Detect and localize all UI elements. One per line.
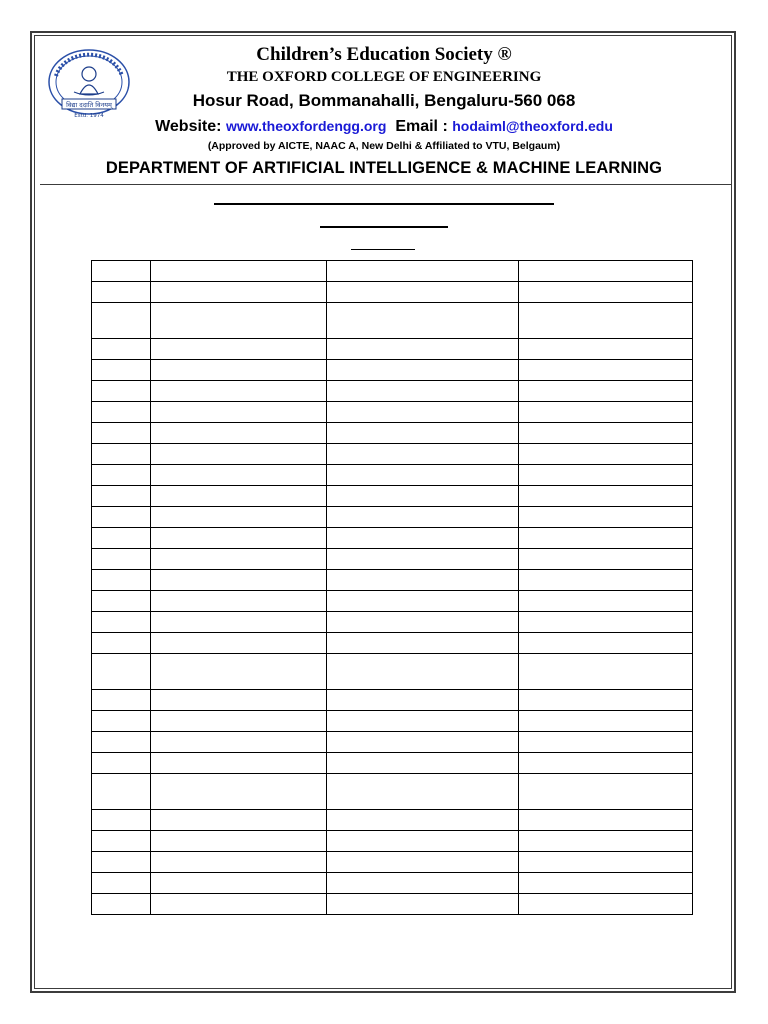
table-cell — [519, 549, 693, 570]
table-cell — [327, 360, 519, 381]
table-row — [92, 753, 693, 774]
table-cell — [151, 612, 327, 633]
table-row — [92, 528, 693, 549]
table-cell — [327, 486, 519, 507]
table-cell — [327, 282, 519, 303]
table-cell — [327, 528, 519, 549]
table-row — [92, 303, 693, 339]
department-title: DEPARTMENT OF ARTIFICIAL INTELLIGENCE & MACHINE LEARNING — [105, 159, 663, 177]
table-row — [92, 654, 693, 690]
table-cell — [327, 339, 519, 360]
table-cell — [151, 831, 327, 852]
table-cell — [327, 381, 519, 402]
table-cell — [92, 774, 151, 810]
table-row — [92, 831, 693, 852]
table-cell — [151, 753, 327, 774]
table-cell — [92, 444, 151, 465]
table-row — [92, 894, 693, 915]
table-cell — [519, 402, 693, 423]
table-cell — [519, 507, 693, 528]
table-row — [92, 282, 693, 303]
table-cell — [92, 528, 151, 549]
table-cell — [519, 528, 693, 549]
table-cell — [151, 303, 327, 339]
table-cell — [151, 549, 327, 570]
table-cell — [519, 852, 693, 873]
table-cell — [92, 612, 151, 633]
table-row — [92, 732, 693, 753]
label-blank-line — [351, 249, 415, 250]
college-address: Hosur Road, Bommanahalli, Bengaluru-560 068 — [192, 91, 576, 110]
approval-note: (Approved by AICTE, NAAC A, New Delhi & Affiliated to VTU, Belgaum) — [207, 140, 561, 152]
table-row — [92, 360, 693, 381]
table-cell — [92, 732, 151, 753]
table-cell — [92, 753, 151, 774]
table-cell — [92, 339, 151, 360]
table-cell — [151, 339, 327, 360]
blank-table — [91, 260, 693, 915]
table-cell — [92, 852, 151, 873]
table-cell — [92, 303, 151, 339]
table-cell — [151, 633, 327, 654]
table-cell — [519, 612, 693, 633]
table-cell — [327, 423, 519, 444]
table-cell — [327, 732, 519, 753]
table-cell — [92, 465, 151, 486]
table-cell — [519, 633, 693, 654]
table-cell — [327, 303, 519, 339]
table-cell — [92, 591, 151, 612]
table-cell — [519, 381, 693, 402]
table-cell — [327, 774, 519, 810]
table-cell — [519, 690, 693, 711]
table-cell — [92, 873, 151, 894]
contact-line — [0, 118, 768, 136]
table-cell — [519, 444, 693, 465]
table-cell — [92, 261, 151, 282]
table-cell — [327, 633, 519, 654]
table-row — [92, 402, 693, 423]
table-cell — [327, 507, 519, 528]
table-row — [92, 423, 693, 444]
table-cell — [151, 507, 327, 528]
table-cell — [519, 831, 693, 852]
table-cell — [151, 774, 327, 810]
table-cell — [151, 810, 327, 831]
table-row — [92, 612, 693, 633]
table-row — [92, 591, 693, 612]
subtitle-blank-line — [320, 226, 448, 228]
table-cell — [151, 894, 327, 915]
table-cell — [327, 753, 519, 774]
table-cell — [519, 873, 693, 894]
table-cell — [92, 486, 151, 507]
website-label: Website: — [155, 118, 222, 135]
table-cell — [151, 570, 327, 591]
table-cell — [92, 360, 151, 381]
table-cell — [327, 591, 519, 612]
table-row — [92, 549, 693, 570]
table-row — [92, 810, 693, 831]
table-cell — [92, 711, 151, 732]
table-cell — [327, 612, 519, 633]
table-cell — [92, 690, 151, 711]
table-cell — [327, 402, 519, 423]
table-cell — [151, 423, 327, 444]
table-cell — [327, 894, 519, 915]
table-cell — [92, 570, 151, 591]
college-name: THE OXFORD COLLEGE OF ENGINEERING — [226, 69, 542, 85]
table-row — [92, 339, 693, 360]
table-row — [92, 444, 693, 465]
table-cell — [519, 894, 693, 915]
table-cell — [327, 465, 519, 486]
table-cell — [92, 654, 151, 690]
table-cell — [519, 423, 693, 444]
table-row — [92, 570, 693, 591]
table-cell — [327, 444, 519, 465]
email-label: Email : — [395, 118, 448, 135]
table-row — [92, 852, 693, 873]
table-cell — [327, 873, 519, 894]
email-link[interactable]: hodaiml@theoxford.edu — [452, 118, 613, 134]
table-cell — [151, 360, 327, 381]
table-row — [92, 507, 693, 528]
table-cell — [519, 339, 693, 360]
table-cell — [519, 591, 693, 612]
table-cell — [519, 465, 693, 486]
table-row — [92, 633, 693, 654]
table-row — [92, 486, 693, 507]
table-cell — [519, 654, 693, 690]
table-cell — [151, 690, 327, 711]
table-cell — [519, 810, 693, 831]
table-cell — [327, 852, 519, 873]
table-cell — [151, 591, 327, 612]
table-cell — [92, 633, 151, 654]
table-cell — [92, 423, 151, 444]
table-cell — [151, 711, 327, 732]
logo-year: Estd. 1974 — [74, 113, 104, 119]
table-cell — [92, 810, 151, 831]
table-row — [92, 690, 693, 711]
table-cell — [92, 549, 151, 570]
table-cell — [151, 873, 327, 894]
logo-motto: विद्या ददाति विनयम् — [66, 101, 112, 109]
table-row — [92, 261, 693, 282]
table-cell — [151, 486, 327, 507]
header-divider — [40, 184, 732, 185]
table-cell — [327, 549, 519, 570]
table-cell — [151, 282, 327, 303]
table-cell — [519, 261, 693, 282]
table-cell — [92, 831, 151, 852]
table-cell — [92, 894, 151, 915]
table-cell — [151, 732, 327, 753]
table-row — [92, 381, 693, 402]
table-cell — [519, 486, 693, 507]
table-cell — [327, 261, 519, 282]
table-cell — [327, 810, 519, 831]
table-cell — [151, 402, 327, 423]
table-cell — [92, 507, 151, 528]
table-cell — [519, 711, 693, 732]
table-cell — [519, 282, 693, 303]
table-cell — [519, 360, 693, 381]
society-name: Children’s Education Society ® — [256, 44, 512, 65]
table-cell — [151, 444, 327, 465]
title-blank-line — [214, 203, 554, 205]
table-cell — [92, 402, 151, 423]
table-row — [92, 711, 693, 732]
table-cell — [151, 465, 327, 486]
table-row — [92, 465, 693, 486]
table-cell — [519, 303, 693, 339]
table-cell — [519, 753, 693, 774]
table-cell — [92, 381, 151, 402]
table-cell — [327, 711, 519, 732]
table-cell — [519, 570, 693, 591]
table-cell — [151, 261, 327, 282]
table-row — [92, 873, 693, 894]
table-cell — [327, 570, 519, 591]
table-cell — [151, 852, 327, 873]
table-cell — [519, 732, 693, 753]
table-cell — [519, 774, 693, 810]
table-cell — [327, 831, 519, 852]
website-link[interactable]: www.theoxfordengg.org — [225, 118, 387, 134]
table-cell — [92, 282, 151, 303]
table-cell — [151, 654, 327, 690]
table-row — [92, 774, 693, 810]
table-cell — [151, 381, 327, 402]
table-cell — [327, 654, 519, 690]
table-cell — [151, 528, 327, 549]
table-cell — [327, 690, 519, 711]
